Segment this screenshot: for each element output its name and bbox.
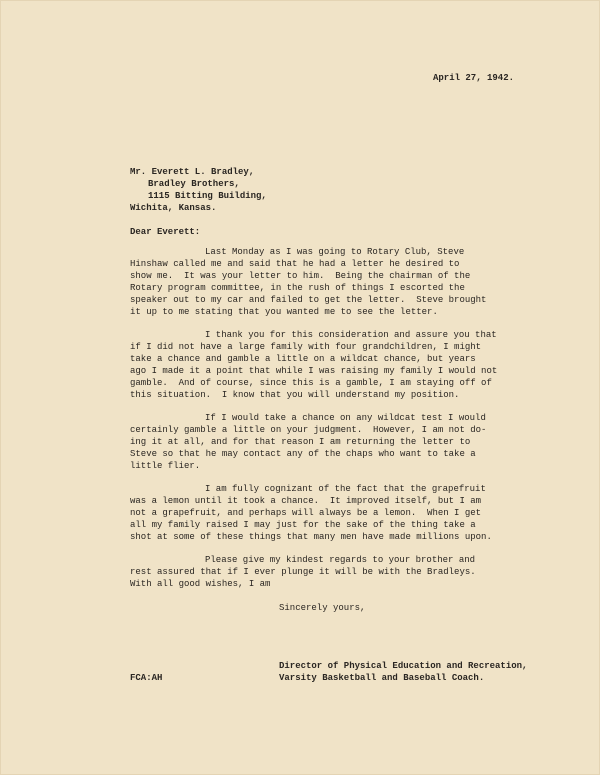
body-line: speaker out to my car and failed to get the letter. Steve brought bbox=[130, 295, 487, 305]
recipient-line: Mr. Everett L. Bradley, bbox=[130, 167, 255, 177]
recipient-line: 1115 Bitting Building, bbox=[148, 191, 267, 201]
body-line: rest assured that if I ever plunge it will be with the Bradleys. bbox=[130, 567, 476, 577]
closing: Sincerely yours, bbox=[279, 603, 366, 613]
body-line: show me. It was your letter to him. Being the chairman of the bbox=[130, 271, 471, 281]
recipient-line: Bradley Brothers, bbox=[148, 179, 240, 189]
body-line: all my family raised I may just for the sake of the thing take a bbox=[130, 520, 476, 530]
signature-title-line: Director of Physical Education and Recreation, bbox=[279, 661, 528, 671]
body-line: this situation. I know that you will understand my position. bbox=[130, 390, 460, 400]
body-line: ing it at all, and for that reason I am returning the letter to bbox=[130, 437, 471, 447]
body-line: little flier. bbox=[130, 461, 201, 471]
body-line: take a chance and gamble a little on a wildcat chance, but years bbox=[130, 354, 476, 364]
body-line: was a lemon until it took a chance. It improved itself, but I am bbox=[130, 496, 482, 506]
body-line: it up to me stating that you wanted me to see the letter. bbox=[130, 307, 438, 317]
body-line: With all good wishes, I am bbox=[130, 579, 271, 589]
body-line: Please give my kindest regards to your brother and bbox=[205, 555, 476, 565]
recipient-line: Wichita, Kansas. bbox=[130, 203, 217, 213]
body-line: ago I made it a point that while I was raising my family I would not bbox=[130, 366, 498, 376]
body-line: Steve so that he may contact any of the chaps who want to take a bbox=[130, 449, 476, 459]
salutation: Dear Everett: bbox=[130, 227, 201, 237]
body-line: shot at some of these things that many men have made millions upon. bbox=[130, 532, 492, 542]
letter-date: April 27, 1942. bbox=[433, 73, 515, 83]
body-line: I am fully cognizant of the fact that the grapefruit bbox=[205, 484, 486, 494]
body-line: Last Monday as I was going to Rotary Club, Steve bbox=[205, 247, 465, 257]
body-line: if I did not have a large family with four grandchildren, I might bbox=[130, 342, 482, 352]
body-line: Rotary program committee, in the rush of things I escorted the bbox=[130, 283, 465, 293]
body-line: Hinshaw called me and said that he had a letter he desired to bbox=[130, 259, 460, 269]
signature-title-line: Varsity Basketball and Baseball Coach. bbox=[279, 673, 485, 683]
body-line: not a grapefruit, and perhaps will always be a lemon. When I get bbox=[130, 508, 482, 518]
typist-initials: FCA:AH bbox=[130, 673, 163, 683]
body-line: certainly gamble a little on your judgment. However, I am not do- bbox=[130, 425, 487, 435]
body-line: gamble. And of course, since this is a gamble, I am staying off of bbox=[130, 378, 492, 388]
body-line: If I would take a chance on any wildcat test I would bbox=[205, 413, 486, 423]
body-line: I thank you for this consideration and assure you that bbox=[205, 330, 497, 340]
